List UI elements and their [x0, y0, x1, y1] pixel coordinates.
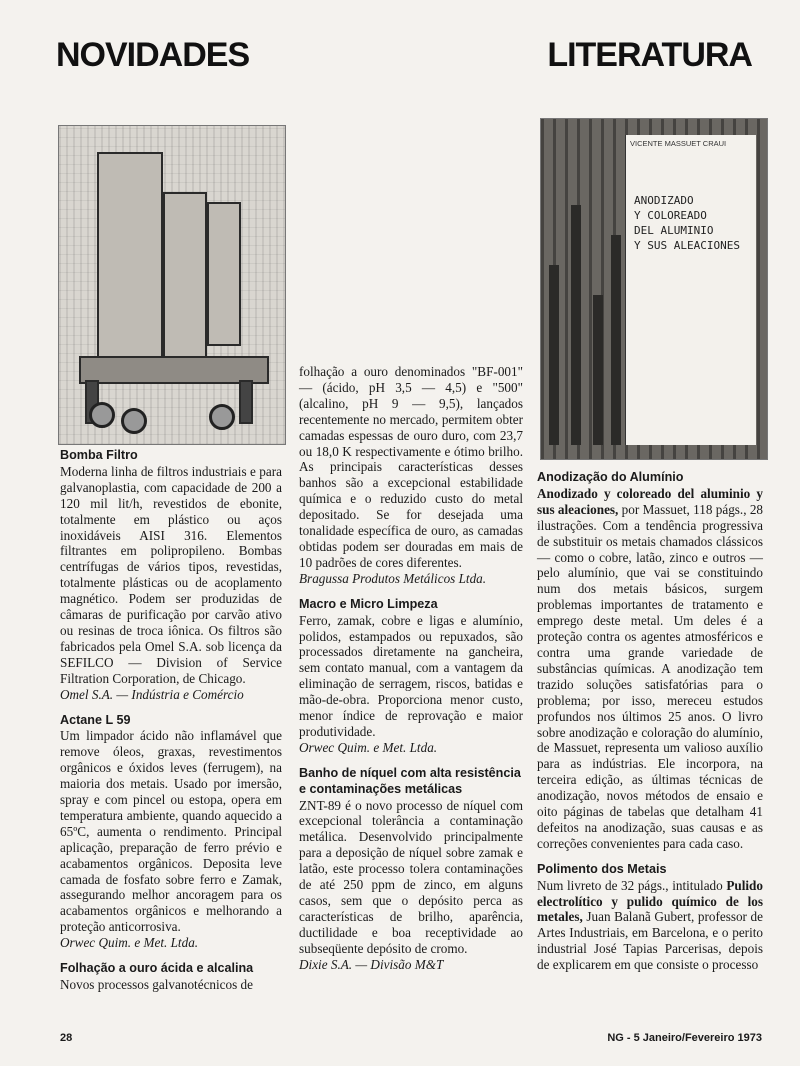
article-body-actane: Um limpador ácido não inflamável que remove óleos, graxas, revestimentos orgânicos e óxidos leves (ferrugem), na maioria dos metais. Usado por imersão, spray e com pincel ou estopa, opera em temperatura ambiente, quando aquecido a 65ºC, aumenta o rendimento. Principal aplicação, preparação de ferro prévio e acabamentos orgânicos. Deposita leve camada de fosfato sobre ferro e Zamak, assegurando melhor ancoragem para os acabamentos orgânicos e melhorando a proteção anticorrosiva.: [60, 728, 282, 935]
book-title-anodizado: Anodizado y coloreado del aluminio y sus aleaciones,: [537, 485, 763, 517]
article-body-macro-micro: Ferro, zamak, cobre e ligas e alumínio, polidos, estampados ou repuxados, são processados diretamente na gancheira, sem contato manual, com a vantagem da eliminação de serragem, riscos, batidas e mão-de-obra. Proporciona menor custo, menor índice de reprovação e maior produtividade.: [299, 612, 523, 739]
article-source-actane: Orwec Quim. e Met. Ltda.: [60, 935, 199, 951]
article-title-folhacao: Folhação a ouro ácida e alcalina: [60, 961, 254, 976]
column-3: [537, 470, 763, 973]
journal-reference: NG - 5 Janeiro/Fevereiro 1973: [607, 1032, 762, 1044]
article-source-folhacao: Bragussa Produtos Metálicos Ltda.: [299, 570, 487, 586]
article-title-niquel: Banho de níquel com alta resistência e contaminações metálicas: [299, 765, 521, 796]
article-body-folhacao-cont: folhação a ouro denominados "BF-001" — (ácido, pH 3,5 — 4,5) e "500" (alcalino, pH 9 — 9,5), lançados recentemente no mercado, permitem obter camadas espessas de ouro duro, com 23,7 ou 18,0 K respectivamente e ótimo brilho. As principais características desses banhos são a excepcional estabilidade química e o reduzido custo do metal depositado. Se for desejada uma tonalidade específica de ouro, as camadas obtidas podem ser douradas em mais de 10 padrões de cores diferentes.: [299, 364, 523, 570]
article-body-folhacao: Novos processos galvanotécnicos de: [60, 977, 254, 992]
book-author: VICENTE MASSUET CRAUI: [630, 139, 727, 148]
article-title-bomba-filtro: Bomba Filtro: [60, 448, 138, 462]
article-source-bomba-filtro: Omel S.A. — Indústria e Comércio: [60, 686, 244, 702]
column-2: [299, 364, 523, 973]
book-cover-image: [540, 118, 768, 460]
page-number: 28: [60, 1032, 73, 1044]
article-body-polimento: [537, 878, 763, 973]
article-title-polimento: Polimento dos Metais: [537, 861, 667, 876]
article-source-niquel: Dixie S.A. — Divisão M&T: [299, 956, 444, 972]
article-text-polimento: Juan Balanã Gubert, professor de Artes Industriais, em Barcelona, e o perito industrial José Tapias Parcerisas, depois de explicarem em que consiste o processo: [537, 909, 763, 973]
book-title-pulido: Pulido electrolítico y pulido químico de los metales,: [537, 877, 763, 925]
article-body-bomba-filtro: Moderna linha de filtros industriais e para galvanoplastia, com capacidade de 200 a 120 mil lit/h, revestidos de ebonite, totalmente em plástico ou aços inoxidáveis AISI 316. Elementos filtrantes em polipropileno. Bombas centrífugas de vários tipos, revestidas, totalmente plásticas ou de acoplamento magnético. Podem ser produzidas de câmaras de purificação por carvão ativo ou resinas de troca iônica. Os filtros são fabricados pela Omel S.A. sob licença da SEFILCO — Division of Service Filtration Corporation, de Chicago.: [60, 463, 282, 686]
section-title-novidades: NOVIDADES: [56, 36, 250, 74]
filter-pump-photo: [58, 125, 286, 445]
article-title-anodizacao: Anodização do Alumínio: [537, 470, 684, 484]
article-title-actane: Actane L 59: [60, 712, 131, 727]
article-body-anodizacao: [537, 486, 763, 852]
column-1: [60, 448, 282, 993]
article-title-macro-micro: Macro e Micro Limpeza: [299, 596, 438, 611]
article-intro-polimento: Num livreto de 32 págs., intitulado: [537, 877, 727, 893]
section-title-literatura: LITERATURA: [547, 36, 752, 74]
article-text-anodizacao: por Massuet, 118 págs., 28 ilustrações. Com a tendência progressiva de substituir os metais chamados clássicos — como o cobre, latão, zinco e outros — pelo alumínio, que vai se constituindo num dos metais básicos, surgem problemas importantes de tratamento e emprego deste metal. Um deles é a proteção contra os agentes atmosféricos e contra uma grande variedade de substâncias químicas. A anodização tem trazido soluções satisfatórias para o problema; por isso, mereceu estudos profundos nos últimos 25 anos. O livro sobre anodização e coloração do alumínio, de Massuet, representa um valioso auxílio para as indústrias. Ele incorpora, na terceira edição, as últimas técnicas de anodização, novos métodos de ensaio e oito páginas de tabelas que detalham 41 defeitos na anodização, suas causas e as correções convenientes para cada caso.: [537, 501, 764, 851]
article-source-macro-micro: Orwec Quim. e Met. Ltda.: [299, 739, 438, 755]
article-body-niquel: ZNT-89 é o novo processo de níquel com excepcional tolerância a contaminação metálica. Desenvolvido principalmente para a deposição de níquel sobre zamak e latão, este processo tolera contaminações de até 250 ppm de zinco, em alguns casos, sem que o depósito perca as características de brilho, aparência, ductilidade e boa receptividade ao subseqüente depósito de cromo.: [299, 797, 523, 956]
book-cover-panel: [625, 135, 756, 445]
book-title: ANODIZADO Y COLOREADO DEL ALUMINIO Y SUS ALEACIONES: [634, 194, 740, 252]
